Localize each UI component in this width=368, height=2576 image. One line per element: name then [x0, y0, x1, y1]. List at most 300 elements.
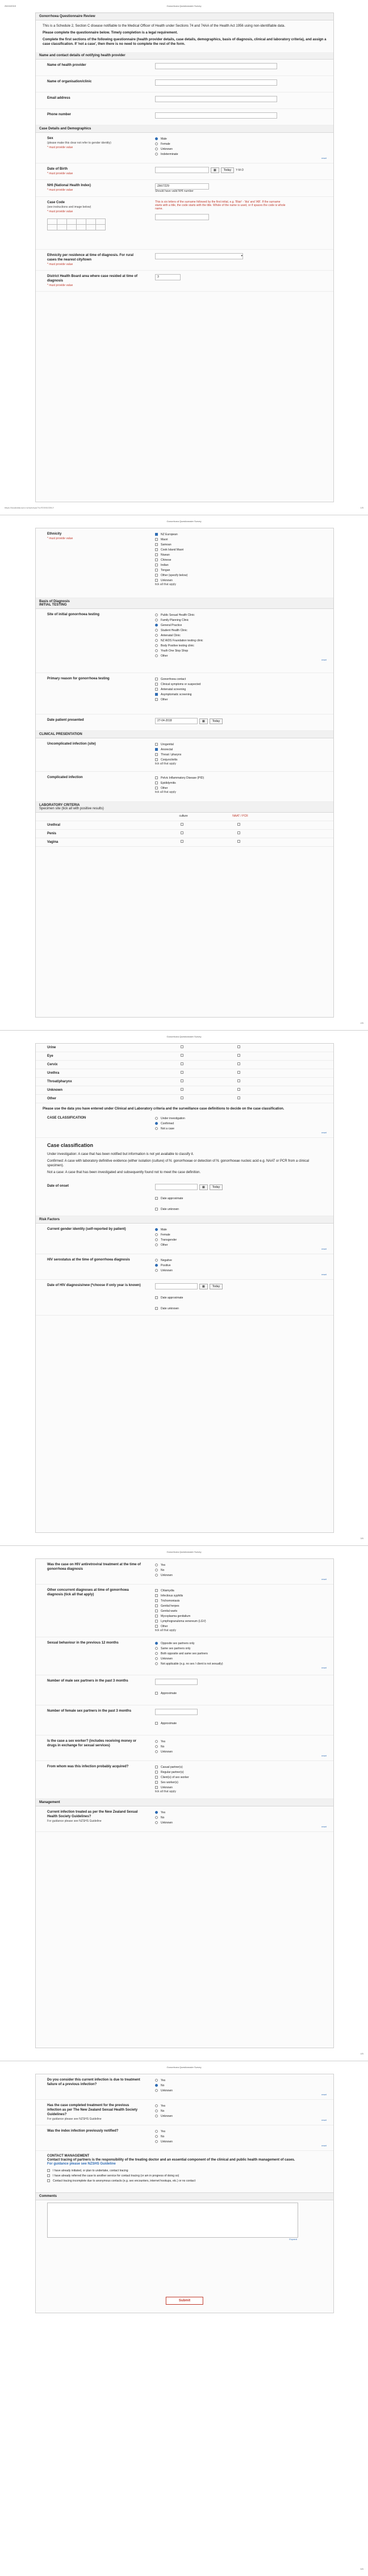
sex-worker-radio[interactable]: [155, 1740, 158, 1743]
reason-checkbox[interactable]: [155, 688, 158, 691]
print-title: Gonorrhoea Questionnaire Survey: [166, 520, 202, 523]
onset-input[interactable]: [155, 1184, 198, 1190]
art-radio[interactable]: [155, 1569, 158, 1571]
lab-site-label: Vagina: [47, 841, 58, 844]
site-checkbox[interactable]: [155, 753, 158, 756]
culture-col-header: culture: [179, 814, 188, 818]
today-button[interactable]: Today: [210, 1284, 223, 1289]
option-label: I have already initiated, or plan to undertake, contact tracing: [53, 2169, 128, 2172]
culture-checkbox[interactable]: [181, 823, 183, 826]
naat-checkbox[interactable]: [237, 840, 240, 843]
option-label: Yes: [161, 1739, 166, 1743]
page-number: 1/5: [360, 506, 363, 509]
sex-female-radio[interactable]: [155, 142, 158, 145]
art-radio[interactable]: [155, 1564, 158, 1566]
class-radio[interactable]: [155, 1122, 158, 1125]
naat-checkbox[interactable]: [237, 1096, 240, 1099]
calendar-icon[interactable]: ▦: [199, 1184, 208, 1190]
site-radio[interactable]: [155, 644, 158, 647]
naat-checkbox[interactable]: [237, 831, 240, 834]
expand-link[interactable]: Expand: [289, 2238, 297, 2241]
sti-checkbox[interactable]: [155, 1594, 158, 1597]
acquired-checkbox[interactable]: [155, 1781, 158, 1784]
sexual-radio[interactable]: [155, 1657, 158, 1660]
option-label: Confirmed: [161, 1121, 174, 1125]
option-label: Unknown: [161, 2140, 173, 2144]
guideline-link[interactable]: For guidance please see NZSHS Guideline: [47, 1819, 102, 1823]
option-label: Anorectal: [161, 747, 173, 751]
reason-checkbox[interactable]: [155, 693, 158, 696]
option-label: General Practice: [161, 623, 182, 627]
site-radio[interactable]: [155, 634, 158, 637]
submit-button[interactable]: Submit: [166, 2297, 203, 2305]
page-number: 5/5: [360, 2567, 363, 2570]
culture-checkbox[interactable]: [181, 1062, 183, 1065]
acquired-checkbox[interactable]: [155, 1786, 158, 1789]
option-label: Male: [161, 137, 167, 141]
option-label: NZ AIDS Foundation testing clinic: [161, 638, 203, 642]
contact-title: CONTACT MANAGEMENT: [47, 2154, 90, 2158]
gender-radio[interactable]: [155, 1243, 158, 1246]
naat-checkbox[interactable]: [237, 1079, 240, 1082]
acquired-label: From whom was this infection probably acquired?: [47, 1765, 129, 1768]
option-label: Under investigation: [161, 1116, 185, 1120]
print-title: Gonorrhoea Questionnaire Survey: [166, 1035, 202, 1038]
sex-worker-radio[interactable]: [155, 1750, 158, 1753]
section-header: CLINICAL PRESENTATION: [36, 731, 333, 738]
option-label: Other: [161, 654, 168, 658]
option-label: Unknown: [161, 578, 173, 582]
site-radio[interactable]: [155, 654, 158, 657]
tick-all-note: tick all that apply: [155, 1790, 176, 1793]
sti-checkbox[interactable]: [155, 1620, 158, 1623]
hiv-dx-input[interactable]: [155, 1283, 198, 1289]
page-1: [0, 0, 368, 515]
culture-checkbox[interactable]: [181, 1088, 183, 1091]
approx-checkbox[interactable]: [155, 1296, 158, 1299]
art-radio[interactable]: [155, 1574, 158, 1577]
page-number: 3/5: [360, 1537, 363, 1540]
residence-select[interactable]: ▾: [155, 253, 243, 259]
option-label: Other: [161, 1243, 168, 1247]
lab-site-label: Urethra: [47, 1071, 60, 1075]
class-radio[interactable]: [155, 1117, 158, 1120]
option-label: Pelvic Inflammatory Disease (PID): [161, 776, 204, 780]
case-class-label: CASE CLASSIFICATION: [47, 1116, 86, 1120]
sti-checkbox[interactable]: [155, 1604, 158, 1607]
section-header: Name and contact details of notifying health provider: [36, 52, 333, 60]
reset-link[interactable]: reset: [321, 1131, 327, 1134]
required-note: * must provide value: [47, 284, 73, 287]
contact-checkbox[interactable]: [47, 2174, 50, 2177]
option-label: Casual partner(s): [161, 1765, 183, 1769]
culture-checkbox[interactable]: [181, 1079, 183, 1082]
option-label: No: [161, 2134, 165, 2138]
option-label: Youth One Stop Shop: [161, 649, 189, 653]
site-radio[interactable]: [155, 613, 158, 616]
print-date: 25/10/2019: [5, 5, 16, 7]
today-button[interactable]: Today: [210, 718, 223, 724]
option-label: Date unknown: [161, 1306, 179, 1310]
notified-radio[interactable]: [155, 2135, 158, 2138]
lab-site-label: Other: [47, 1097, 57, 1100]
option-label: Date approximate: [161, 1296, 183, 1300]
previously-notified-label: Was the index infection previously notified?: [47, 2129, 119, 2133]
reason-checkbox[interactable]: [155, 678, 158, 680]
sex-label: Sex: [47, 137, 53, 140]
tick-all-note: tick all that apply: [155, 583, 176, 586]
option-label: Lymphogranuloma venereum (LGV): [161, 1619, 206, 1623]
sti-label: Other concurrent diagnoses at time of gonorrhoea diagnosis (tick all that apply): [47, 1589, 129, 1596]
site-radio[interactable]: [155, 624, 158, 627]
treat-radio[interactable]: [155, 1816, 158, 1819]
sex-unknown-radio[interactable]: [155, 148, 158, 150]
case-code-input[interactable]: [155, 214, 209, 220]
culture-checkbox[interactable]: [181, 831, 183, 834]
option-label: Not a case: [161, 1127, 174, 1131]
option-label: Other: [161, 1624, 168, 1628]
gender-radio[interactable]: [155, 1238, 158, 1241]
approx-checkbox[interactable]: [155, 1197, 158, 1200]
sex-male-radio[interactable]: [155, 137, 158, 140]
option-label: Transgender: [161, 1238, 177, 1242]
unknown-checkbox[interactable]: [155, 1307, 158, 1310]
basis-subtitle: INITIAL TESTING: [39, 603, 67, 607]
sti-checkbox[interactable]: [155, 1599, 158, 1602]
option-label: Unknown: [161, 1750, 173, 1754]
naat-checkbox[interactable]: [237, 1088, 240, 1091]
required-note: * must provide value: [47, 210, 73, 213]
naat-checkbox[interactable]: [237, 1062, 240, 1065]
section-header: Gonorrhoea Questionnaire Review: [36, 13, 333, 20]
option-label: Chlamydia: [161, 1589, 174, 1592]
option-label: Yes: [161, 2104, 166, 2108]
hiv-radio[interactable]: [155, 1264, 158, 1267]
required-note: * must provide value: [47, 537, 73, 540]
page-number: 2/5: [360, 1022, 363, 1024]
provider-name-label: Name of health provider: [47, 64, 86, 67]
today-button[interactable]: Today: [221, 167, 234, 173]
site-checkbox[interactable]: [155, 748, 158, 751]
nhi-hint: Should have valid NHI number: [155, 190, 194, 193]
ethnicity-checkbox[interactable]: [155, 569, 158, 571]
option-label: Unknown: [161, 1657, 173, 1661]
guideline-link[interactable]: For guidance please see NZSHS Guideline: [47, 2162, 116, 2166]
org-input[interactable]: [155, 79, 277, 86]
case-code-example-grid: [47, 218, 106, 230]
sexual-radio[interactable]: [155, 1647, 158, 1650]
print-title: Gonorrhoea Questionnaire Survey: [166, 5, 202, 7]
contact-checkbox[interactable]: [47, 2169, 50, 2172]
reset-link[interactable]: reset: [321, 658, 327, 661]
option-label: No: [161, 2109, 165, 2113]
gender-label: Current gender identity (self-reported by patient): [47, 1228, 126, 1231]
option-label: Genital warts: [161, 1609, 178, 1613]
option-label: No: [161, 1745, 165, 1749]
female-partners-input[interactable]: [155, 1709, 198, 1715]
prev-treat-radio[interactable]: [155, 2104, 158, 2107]
unknown-checkbox[interactable]: [155, 1208, 158, 1211]
calendar-icon[interactable]: ▦: [211, 167, 219, 173]
comments-textarea[interactable]: [47, 2203, 298, 2238]
culture-checkbox[interactable]: [181, 1045, 183, 1048]
treat-radio[interactable]: [155, 1821, 158, 1824]
lab-subtitle: Specimen site (tick all with positive results): [39, 807, 104, 810]
acquired-checkbox[interactable]: [155, 1766, 158, 1768]
option-label: Regular partner(s): [161, 1770, 184, 1774]
option-label: Other: [161, 697, 168, 701]
calendar-icon[interactable]: ▦: [199, 1284, 208, 1289]
survey-card: [35, 528, 334, 1018]
option-label: Epididymitis: [161, 781, 176, 785]
sex-indeterminate-radio[interactable]: [155, 153, 158, 156]
treatment-failure-label: Do you consider this current infection is due to treatment failure of a previous infection?: [47, 2078, 140, 2086]
art-label: Was the case on HIV antiretroviral treatment at the time of gonorrhoea diagnosis: [47, 1563, 141, 1571]
culture-checkbox[interactable]: [181, 840, 183, 843]
nhi-input[interactable]: ZAX7229: [155, 183, 209, 190]
sexual-radio[interactable]: [155, 1652, 158, 1655]
ethnicity-checkbox[interactable]: [155, 538, 158, 541]
male-partners-input[interactable]: [155, 1679, 198, 1685]
acquired-checkbox[interactable]: [155, 1776, 158, 1779]
contact-checkbox[interactable]: [47, 2179, 50, 2182]
option-label: Unknown: [161, 1573, 173, 1577]
option-label: Sex worker(s): [161, 1780, 178, 1784]
date-presented-label: Date patient presented: [47, 718, 84, 722]
option-label: Yes: [161, 2078, 166, 2082]
option-label: NZ European: [161, 532, 178, 536]
dob-input[interactable]: [155, 167, 209, 173]
option-label: Unknown: [161, 1785, 173, 1789]
option-label: Conjunctivitis: [161, 758, 178, 762]
option-label: Student Health Clinic: [161, 628, 187, 632]
complication-checkbox[interactable]: [155, 776, 158, 779]
option-label: Body Positive testing clinic: [161, 644, 194, 648]
option-label: Family Planning Clinic: [161, 618, 189, 622]
dhb-label: District Health Board area where case resided at time of diagnosis: [47, 275, 138, 283]
naat-checkbox[interactable]: [237, 1045, 240, 1048]
guideline-link[interactable]: For guidance please see NZSHS Guideline: [47, 2117, 102, 2121]
uncomplicated-label: Uncomplicated infection (site): [47, 742, 96, 746]
option-label: Negative: [161, 1258, 172, 1262]
option-label: Date approximate: [161, 1196, 183, 1200]
section-header: Case Details and Demographics: [36, 125, 333, 133]
option-label: Niuean: [161, 553, 170, 557]
provider-name-input[interactable]: [155, 63, 277, 69]
option-label: Approximate: [161, 1721, 177, 1725]
ethnicity-checkbox[interactable]: [155, 533, 158, 536]
sti-checkbox[interactable]: [155, 1610, 158, 1612]
classification-box: [36, 1138, 333, 1180]
ethnicity-residence-label: Ethnicity per residence at time of diagnosis. For rural cases the nearest city/town: [47, 254, 134, 262]
option-label: Other: [161, 786, 168, 790]
option-label: Unknown: [161, 1821, 173, 1825]
org-label: Name of organisation/clinic: [47, 80, 92, 83]
naat-checkbox[interactable]: [237, 823, 240, 826]
gender-radio[interactable]: [155, 1233, 158, 1236]
comments-label: Comments: [36, 2192, 333, 2200]
option-label: Both opposite and same sex partners: [161, 1652, 208, 1655]
option-label: No: [161, 2083, 165, 2087]
option-label: Female: [161, 1233, 170, 1237]
ethnicity-checkbox[interactable]: [155, 548, 158, 551]
hiv-dx-label: Date of HIV diagnosis/new (*choose if only year is known): [47, 1284, 141, 1287]
option-label: Gonorrhoea contact: [161, 677, 186, 681]
site-checkbox[interactable]: [155, 758, 158, 761]
notified-radio[interactable]: [155, 2140, 158, 2143]
today-button[interactable]: Today: [210, 1184, 223, 1190]
dob-label: Date of Birth: [47, 167, 68, 171]
option-label: Indeterminate: [161, 152, 178, 156]
failure-radio[interactable]: [155, 2089, 158, 2092]
site-radio[interactable]: [155, 639, 158, 642]
ethnicity-checkbox[interactable]: [155, 543, 158, 546]
option-label: Infectious syphilis: [161, 1594, 183, 1598]
basis-title: Basis of Diagnosis: [39, 600, 70, 603]
lab-site-label: Penis: [47, 832, 57, 835]
survey-card: [35, 1558, 334, 2048]
option-label: Asymptomatic screening: [161, 692, 192, 696]
complication-checkbox[interactable]: [155, 787, 158, 789]
reset-link[interactable]: reset: [321, 1273, 327, 1276]
approx-checkbox[interactable]: [155, 1722, 158, 1725]
option-label: Urogenital: [161, 742, 174, 746]
hiv-radio[interactable]: [155, 1259, 158, 1262]
site-radio[interactable]: [155, 629, 158, 632]
option-label: Other (specify below): [161, 573, 188, 577]
ethnicity-checkbox[interactable]: [155, 558, 158, 561]
sex-worker-radio[interactable]: [155, 1745, 158, 1748]
option-label: Female: [161, 142, 170, 146]
email-label: Email address: [47, 96, 70, 100]
ethnicity-checkbox[interactable]: [155, 574, 158, 577]
intro-text: Please complete the questionnaire below. Timely completion is a legal requirement.: [43, 31, 178, 35]
lab-site-label: Urine: [47, 1046, 56, 1049]
tick-all-note: tick all that apply: [155, 791, 176, 794]
gender-radio[interactable]: [155, 1228, 158, 1231]
reset-link[interactable]: reset: [321, 1825, 327, 1828]
section-header: Risk Factors: [36, 1216, 333, 1224]
reset-link[interactable]: reset: [321, 2093, 327, 2096]
case-code-note: This is six letters of the surname followed by the first initial, e.g. 'Blair' - 'bla' and 'AB'. If the surname starts with a title, the code starts with the title. Whole of the name is used, or if spaces the code is whole name.: [155, 200, 286, 211]
page-3: [0, 1030, 368, 1545]
required-note: * must provide value: [47, 188, 73, 192]
dhb-input[interactable]: 3: [155, 274, 181, 280]
class-definition: Not a case: A case that has been investigated and subsequently found not to meet the case definition.: [47, 1171, 201, 1174]
date-format-hint: Y-M-D: [236, 168, 244, 172]
hiv-radio[interactable]: [155, 1269, 158, 1272]
page-4: [0, 1545, 368, 2061]
page-5: [0, 2061, 368, 2576]
complication-checkbox[interactable]: [155, 781, 158, 784]
site-radio[interactable]: [155, 649, 158, 652]
sex-worker-label: Is the case a sex worker? (includes receiving money or drugs in exchange for sexual services): [47, 1739, 137, 1747]
option-label: No: [161, 1568, 165, 1572]
reason-label: Primary reason for gonorrhoea testing: [47, 677, 110, 680]
acquired-checkbox[interactable]: [155, 1771, 158, 1774]
reset-link[interactable]: reset: [321, 1247, 327, 1250]
reason-checkbox[interactable]: [155, 698, 158, 701]
site-radio[interactable]: [155, 619, 158, 621]
survey-card: [35, 2074, 334, 2313]
failure-radio[interactable]: [155, 2079, 158, 2082]
option-label: Unknown: [161, 2088, 173, 2092]
required-note: * must provide value: [47, 146, 73, 149]
option-label: Trichomoniasis: [161, 1599, 180, 1603]
hiv-label: HIV serostatus at the time of gonorrhoea diagnosis: [47, 1258, 130, 1262]
naat-checkbox[interactable]: [237, 1071, 240, 1074]
culture-checkbox[interactable]: [181, 1096, 183, 1099]
option-label: Genital herpes: [161, 1604, 179, 1608]
sti-checkbox[interactable]: [155, 1589, 158, 1592]
intro-text: This is a Schedule 2, Section C disease notifiable to the Medical Officer of Health under Sections 74 and 74AA of the Health Act 1956 using non-identifiable data.: [43, 24, 286, 28]
option-label: Yes: [161, 1810, 166, 1814]
sti-checkbox[interactable]: [155, 1625, 158, 1628]
case-code-sub: (see instructions and image below): [47, 205, 91, 209]
required-note: * must provide value: [47, 172, 73, 175]
prev-treat-radio[interactable]: [155, 2115, 158, 2117]
sti-checkbox[interactable]: [155, 1615, 158, 1617]
option-label: Clinical symptoms or suspected: [161, 682, 201, 686]
email-input[interactable]: [155, 96, 277, 102]
calendar-icon[interactable]: ▦: [199, 718, 208, 724]
reset-link[interactable]: reset: [321, 2119, 327, 2121]
approx-checkbox[interactable]: [155, 1692, 158, 1695]
ethnicity-checkbox[interactable]: [155, 553, 158, 556]
site-checkbox[interactable]: [155, 743, 158, 746]
class-definition: Under investigation: A case that has been notified but information is not yet available to classify it.: [47, 1153, 194, 1156]
reset-link[interactable]: reset: [321, 2144, 327, 2147]
notified-radio[interactable]: [155, 2130, 158, 2133]
reason-checkbox[interactable]: [155, 683, 158, 686]
previous-treatment-label: Has the case completed treatment for the previous infection as per The New Zealand Sexual Health Society Guidelines?: [47, 2104, 138, 2116]
option-label: Tongan: [161, 568, 170, 572]
survey-card: [35, 1043, 334, 1533]
class-radio[interactable]: [155, 1127, 158, 1130]
treat-radio[interactable]: [155, 1811, 158, 1814]
naat-checkbox[interactable]: [237, 1054, 240, 1057]
tick-all-note: tick all that apply: [155, 762, 176, 766]
ethnicity-checkbox[interactable]: [155, 564, 158, 566]
footer-url: https://localdata.surv.nz/surveys/?s=RXKNX39LY: [5, 506, 55, 509]
ethnicity-checkbox[interactable]: [155, 579, 158, 582]
class-definition: Confirmed: A case with laboratory definitive evidence (either isolation (culture) of N. gonorrhoeae or detection of N. gonorrhoeae nucleic acid e.g. NAAT or PCR from a clinical specimen).: [47, 1159, 310, 1167]
phone-input[interactable]: [155, 112, 277, 119]
section-header: [36, 802, 333, 813]
prev-treat-radio[interactable]: [155, 2109, 158, 2112]
option-label: Maori: [161, 537, 168, 541]
contact-management-section: [36, 2151, 333, 2187]
failure-radio[interactable]: [155, 2084, 158, 2087]
section-header: [36, 598, 333, 609]
sexual-radio[interactable]: [155, 1642, 158, 1645]
reset-link[interactable]: reset: [321, 1578, 327, 1581]
contact-intro: Contact tracing of partners is the responsibility of the treating doctor and an essential component of the clinical and public health management of cases.: [47, 2158, 295, 2162]
reset-link[interactable]: reset: [321, 1666, 327, 1669]
sexual-radio[interactable]: [155, 1662, 158, 1665]
lab-site-label: Unknown: [47, 1089, 62, 1092]
culture-checkbox[interactable]: [181, 1071, 183, 1074]
treat-label: Current infection treated as per the New Zealand Sexual Health Society Guidelines?: [47, 1810, 138, 1818]
reset-link[interactable]: reset: [321, 1754, 327, 1757]
option-label: Approximate: [161, 1691, 177, 1695]
reset-link[interactable]: reset: [321, 157, 327, 159]
lab-site-label: Eye: [47, 1054, 53, 1058]
option-label: Antenatal screening: [161, 687, 186, 691]
option-label: Male: [161, 1228, 167, 1232]
culture-checkbox[interactable]: [181, 1054, 183, 1057]
date-presented-input[interactable]: 27-04-2018: [155, 718, 198, 724]
